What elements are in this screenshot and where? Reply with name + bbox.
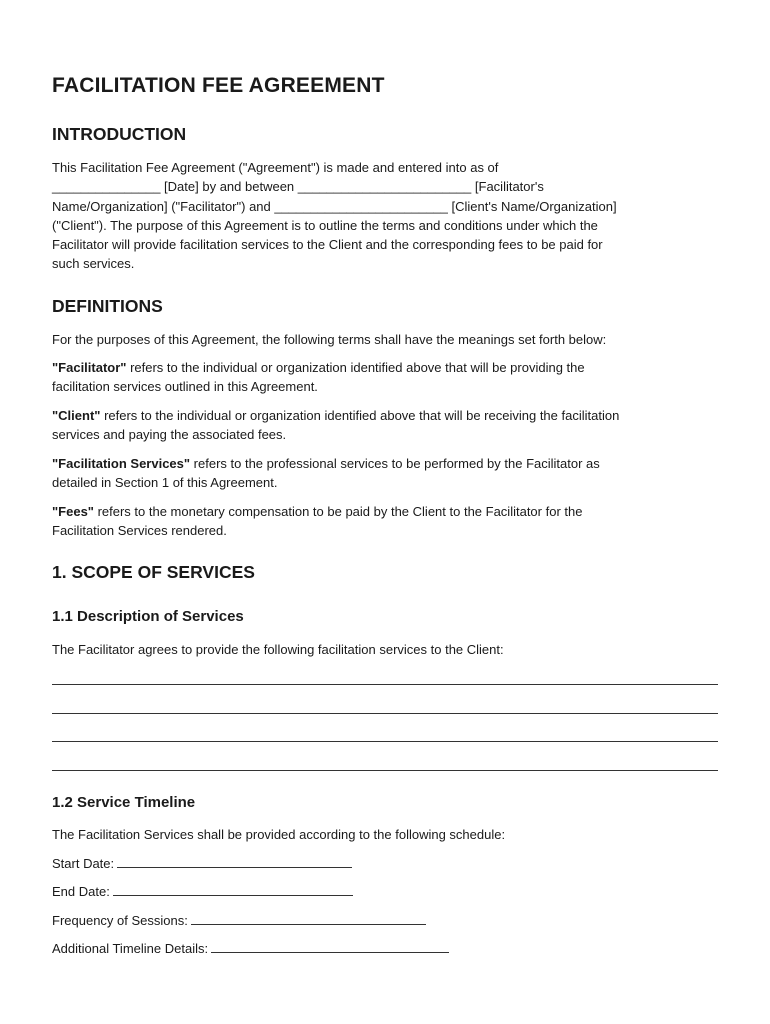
introduction-line: ("Client"). The purpose of this Agreement is to outline the terms and conditions under which the bbox=[52, 217, 598, 233]
definition-facilitator bbox=[52, 358, 718, 397]
frequency-field bbox=[52, 912, 718, 928]
services-blank-line[interactable] bbox=[52, 684, 718, 685]
definition-text: refers to the individual or organization identified above that will be receiving the facilitation bbox=[100, 408, 620, 423]
definition-term: "Facilitation Services" bbox=[52, 456, 191, 471]
timeline-text: The Facilitation Services shall be provided according to the following schedule: bbox=[52, 827, 506, 842]
definition-text: refers to the monetary compensation to be paid by the Client to the Facilitator for the bbox=[93, 504, 583, 519]
definition-term: "Client" bbox=[52, 408, 101, 423]
introduction-line: _______________ [Date] by and between ________________________ [Facilitator's bbox=[52, 179, 544, 195]
frequency-blank[interactable] bbox=[191, 912, 426, 925]
introduction-line: Facilitator will provide facilitation services to the Client and the corresponding fees to be paid for bbox=[52, 237, 603, 253]
definition-term: "Fees" bbox=[52, 504, 94, 519]
introduction-line: such services. bbox=[52, 256, 135, 272]
definition-facilitation-services bbox=[52, 454, 718, 493]
field-label: Additional Timeline Details: bbox=[52, 941, 209, 956]
start-date-blank[interactable] bbox=[117, 855, 352, 868]
field-label: Frequency of Sessions: bbox=[52, 913, 188, 928]
description-text: The Facilitator agrees to provide the following facilitation services to the Client: bbox=[52, 642, 504, 657]
field-label: End Date: bbox=[52, 884, 110, 899]
definition-text: services and paying the associated fees. bbox=[52, 427, 287, 443]
definitions-intro: For the purposes of this Agreement, the following terms shall have the meanings set forth below: bbox=[52, 332, 607, 347]
definition-fees bbox=[52, 502, 718, 541]
document-title: FACILITATION FEE AGREEMENT bbox=[52, 74, 385, 97]
definition-text: refers to the individual or organization identified above that will be providing the bbox=[126, 360, 585, 375]
additional-details-blank[interactable] bbox=[211, 940, 449, 953]
services-blank-line[interactable] bbox=[52, 770, 718, 771]
description-heading: 1.1 Description of Services bbox=[52, 608, 244, 625]
definitions-heading: DEFINITIONS bbox=[52, 296, 163, 316]
end-date-blank[interactable] bbox=[113, 883, 353, 896]
introduction-line: This Facilitation Fee Agreement ("Agreement") is made and entered into as of bbox=[52, 160, 499, 175]
introduction-paragraph bbox=[52, 158, 730, 274]
field-label: Start Date: bbox=[52, 856, 115, 871]
introduction-heading: INTRODUCTION bbox=[52, 124, 187, 144]
end-date-field bbox=[52, 883, 718, 899]
definition-text: Facilitation Services rendered. bbox=[52, 523, 227, 539]
definition-text: detailed in Section 1 of this Agreement. bbox=[52, 475, 278, 491]
services-blank-line[interactable] bbox=[52, 741, 718, 742]
introduction-line: Name/Organization] ("Facilitator") and ________________________ [Client's Name/Organization] bbox=[52, 198, 617, 214]
scope-heading: 1. SCOPE OF SERVICES bbox=[52, 562, 255, 582]
additional-details-field bbox=[52, 940, 718, 956]
definition-term: "Facilitator" bbox=[52, 360, 127, 375]
definition-text: refers to the professional services to be performed by the Facilitator as bbox=[190, 456, 600, 471]
definition-client bbox=[52, 406, 718, 445]
start-date-field bbox=[52, 855, 718, 871]
services-blank-line[interactable] bbox=[52, 713, 718, 714]
timeline-heading: 1.2 Service Timeline bbox=[52, 794, 196, 811]
definition-text: facilitation services outlined in this Agreement. bbox=[52, 379, 318, 395]
